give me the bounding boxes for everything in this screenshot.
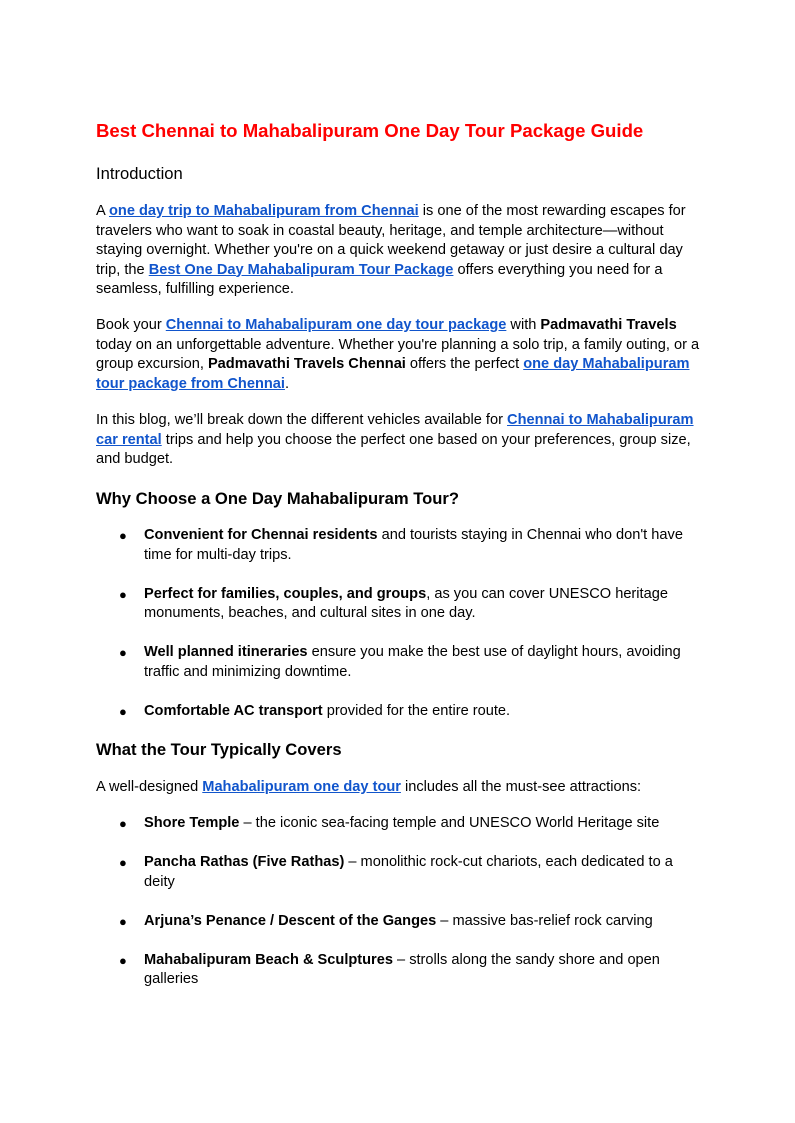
text: A: [96, 203, 109, 219]
text: – the iconic sea-facing temple and UNESCO World Heritage site: [239, 815, 660, 831]
why-list: [96, 526, 702, 721]
intro-paragraph-2: [96, 316, 702, 394]
bold-text: Convenient for Chennai residents: [144, 527, 378, 543]
text: .: [284, 375, 290, 392]
list-item: [96, 814, 700, 834]
list-item: [96, 585, 700, 624]
bullet-icon: ●: [119, 952, 127, 968]
text: provided for the entire route.: [322, 702, 511, 719]
page-title: Best Chennai to Mahabalipuram One Day Tour Package Guide: [96, 120, 644, 141]
bold-text: Shore Temple: [144, 815, 240, 831]
list-item: [96, 702, 700, 722]
link-car-rental[interactable]: Chennai to Mahabalipuram car rental: [96, 412, 694, 448]
text: trips and help you choose the perfect one based on your preferences, group size, and budget.: [96, 431, 691, 467]
intro-paragraph-1: [96, 202, 702, 300]
bold-text: Well planned itineraries: [144, 644, 308, 660]
link-best-package[interactable]: Best One Day Mahabalipuram Tour Package: [148, 261, 454, 278]
text: Book your: [96, 317, 166, 333]
link-one-day-trip[interactable]: one day trip to Mahabalipuram from Chennai: [108, 203, 419, 219]
link-one-day-package[interactable]: one day Mahabalipuram tour package from Chennai: [96, 356, 690, 392]
heading-introduction: Introduction: [96, 164, 183, 183]
bullet-icon: ●: [119, 855, 127, 870]
list-item: [96, 526, 700, 565]
bold-text: Arjuna’s Penance / Descent of the Ganges: [144, 912, 437, 929]
bold-text: Mahabalipuram Beach & Sculptures: [144, 951, 393, 968]
link-one-day-tour[interactable]: Mahabalipuram one day tour: [202, 779, 401, 795]
text: In this blog, we’ll break down the different vehicles available for: [96, 412, 508, 428]
text: offers everything you need for a seamless, fulfilling experience.: [96, 261, 663, 297]
heading-why-choose: Why Choose a One Day Mahabalipuram Tour?: [96, 489, 459, 508]
link-chennai-package[interactable]: Chennai to Mahabalipuram one day tour package: [165, 317, 507, 333]
text: – strolls along the sandy shore and open galleries: [144, 951, 660, 987]
text: is one of the most rewarding escapes for travelers who want to soak in coastal beauty, heritage, and temple architecture—without staying overnight. Whether you're on a quick weekend getaway or just desire a cultural day trip, the: [96, 203, 686, 278]
bullet-icon: ●: [119, 913, 127, 929]
bold-text: Comfortable AC transport: [144, 702, 323, 719]
bold-text: Padmavathi Travels: [540, 317, 677, 333]
text: , as you can cover UNESCO heritage monuments, beaches, and cultural sites in one day.: [144, 585, 668, 621]
list-item: [96, 853, 700, 892]
text: with: [506, 317, 541, 333]
list-item: [96, 912, 700, 932]
list-item: [96, 951, 700, 990]
bold-text: Pancha Rathas (Five Rathas): [144, 854, 345, 870]
bullet-icon: ●: [119, 816, 127, 831]
bullet-icon: ●: [119, 586, 127, 602]
text: today on an unforgettable adventure. Whether you're planning a solo trip, a family outing, or a group excursion,: [96, 336, 700, 372]
heading-tour-covers: What the Tour Typically Covers: [96, 740, 342, 759]
text: ensure you make the best use of daylight hours, avoiding traffic and minimizing downtime.: [144, 644, 681, 680]
text: includes all the must-see attractions:: [400, 779, 642, 795]
list-item: [96, 643, 700, 682]
text: offers the perfect: [405, 356, 524, 372]
bullet-icon: ●: [119, 528, 127, 543]
bullet-icon: ●: [119, 645, 127, 660]
covers-intro: [96, 778, 702, 798]
text: – monolithic rock-cut chariots, each dedicated to a deity: [144, 854, 673, 890]
bullet-icon: ●: [119, 703, 127, 719]
covers-list: [96, 814, 702, 990]
intro-paragraph-3: [96, 411, 702, 470]
bold-text: Perfect for families, couples, and groups: [144, 585, 427, 602]
text: – massive bas-relief rock carving: [436, 912, 653, 929]
text: A well-designed: [96, 779, 203, 795]
text: and tourists staying in Chennai who don't have time for multi-day trips.: [144, 527, 683, 563]
bold-text: Padmavathi Travels Chennai: [207, 356, 406, 372]
